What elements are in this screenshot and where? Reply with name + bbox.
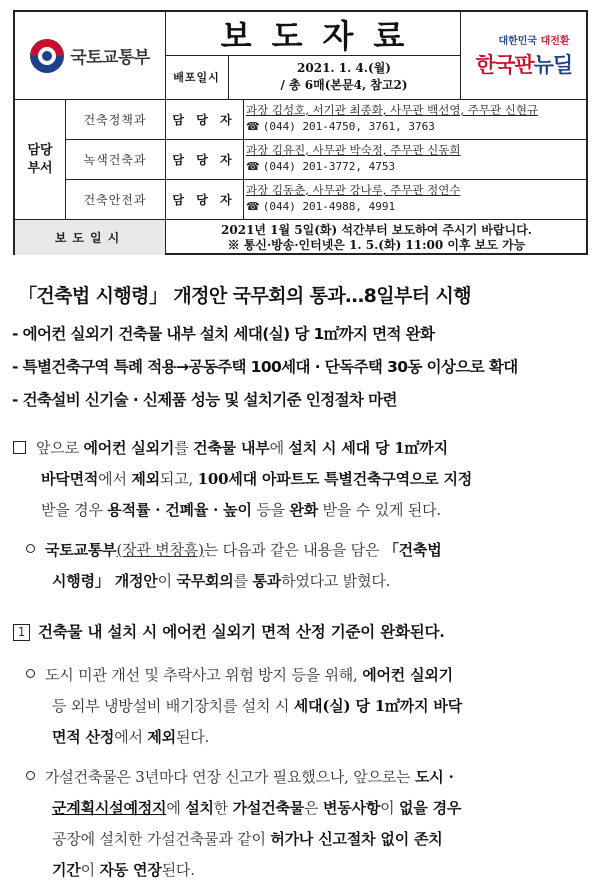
temporary-building-paragraph <box>26 762 588 886</box>
text: 시행령」 개정안 <box>52 572 158 590</box>
people-names: 과장 김유진, 사무관 박숙정, 주무관 신동희 <box>246 143 461 157</box>
text: 면적 산정 <box>52 728 115 746</box>
text: 허가나 신고절차 없이 존치 <box>270 830 443 848</box>
section-title: 건축물 내 설치 시 에어컨 실외기 면적 산정 기준이 완화된다. <box>38 622 445 641</box>
distribution-pages: / 총 6매(본문4, 참고2) <box>280 78 408 92</box>
text: 에 <box>269 439 289 457</box>
contact-people <box>243 99 588 139</box>
dept-name: 녹색건축과 <box>83 152 147 167</box>
distribution-label: 배포일시 <box>173 71 220 84</box>
ministry-logo <box>15 12 165 99</box>
text: 용적률 · 건폐율 · 높이 <box>107 501 252 519</box>
text: 이 <box>157 572 177 590</box>
text: 바닥면적 <box>41 470 99 488</box>
text: 하였다고 밝혔다. <box>281 572 391 590</box>
text: 제외 <box>147 728 176 746</box>
text: 설치 시 세대 당 1㎡까지 <box>288 439 448 457</box>
text: 에서 <box>98 470 132 488</box>
text: 에 <box>166 799 186 817</box>
summary-paragraph <box>13 433 588 526</box>
owner-label: 담 당 자 <box>172 152 236 167</box>
contact-people <box>243 179 588 219</box>
text: 도시 · <box>415 768 454 786</box>
document-title-cell <box>165 12 460 55</box>
section-heading <box>13 616 588 648</box>
press-release-header <box>13 10 588 255</box>
embargo-line-2: ※ 통신·방송·인터넷은 1. 5.(화) 11:00 이후 보도 가능 <box>227 237 526 252</box>
new-deal-main-2: 뉴딜 <box>533 53 573 77</box>
text: 완화 <box>289 501 319 519</box>
distribution-info <box>228 55 460 99</box>
text: 등 외부 냉방설비 배기장치를 설치 시 <box>52 697 294 715</box>
circle-bullet-icon <box>26 771 35 780</box>
text: 이 <box>80 861 100 879</box>
text: (장관 변창흠) <box>116 541 204 559</box>
text: 설치 <box>185 799 214 817</box>
subheadline: - 특별건축구역 특례 적용→공동주택 100세대 · 단독주택 30동 이상으로 확대 <box>12 358 518 376</box>
phone-number: (044) 201-3772, 4753 <box>262 160 396 173</box>
text: 세대(실) 당 1㎡까지 바닥 <box>293 697 462 715</box>
text: 건축물 내부 <box>193 439 270 457</box>
contact-people <box>243 139 588 179</box>
phone-number: (044) 201-4988, 4991 <box>262 200 396 213</box>
text: 에어컨 실외기 <box>362 666 453 684</box>
contact-departments-label <box>15 99 65 220</box>
contact-label-text: 담당 부서 <box>27 142 53 176</box>
text: 국토교통부 <box>45 541 117 559</box>
text: 등을 <box>251 501 290 519</box>
text: 받을 수 있게 된다. <box>318 501 441 519</box>
text: 군계획시설예정지 <box>52 799 167 817</box>
text: 된다. <box>175 728 210 746</box>
text: 제외 <box>131 470 160 488</box>
circle-bullet-icon <box>26 544 35 553</box>
embargo-text <box>165 220 588 255</box>
text: 100세대 아파트도 특별건축구역으로 지정 <box>197 470 473 488</box>
dept-name: 건축정책과 <box>83 112 147 127</box>
text: 도시 미관 개선 및 추락사고 위험 방지 등을 위해, <box>45 666 363 684</box>
people-names: 과장 김동춘, 사무관 강나루, 주무관 정연수 <box>246 183 461 197</box>
text: 되고, <box>159 470 198 488</box>
text: 가설건축물 <box>232 799 305 817</box>
taegeuk-emblem-icon <box>30 39 64 73</box>
aircon-paragraph <box>26 660 588 753</box>
section-number: 1 <box>13 624 30 641</box>
distribution-date: 2021. 1. 4.(월) <box>297 61 391 75</box>
text: 국무회의 <box>176 572 234 590</box>
text: 에어컨 실외기 <box>83 439 175 457</box>
phone-icon: ☎ <box>246 120 260 133</box>
people-names: 과장 김성호, 서기관 최종화, 사무관 백선영, 주무관 신현규 <box>246 103 539 117</box>
dept-name: 건축안전과 <box>83 192 147 207</box>
subheadline: - 에어컨 실외기 건축물 내부 설치 세대(실) 당 1㎡까지 면적 완화 <box>12 325 435 343</box>
text: 통과 <box>252 572 282 590</box>
embargo-label: 보도일시 <box>15 220 165 255</box>
text: 가설건축물은 3년마다 연장 신고가 필요했으나, 앞으로는 <box>45 768 415 786</box>
headline: 「건축법 시행령」 개정안 국무회의 통과…8일부터 시행 <box>18 285 471 307</box>
text: 된다. <box>161 861 195 879</box>
subheadline: - 건축설비 신기술 · 신제품 성능 및 설치기준 인정절차 마련 <box>12 391 397 409</box>
text: 「건축법 <box>383 541 442 559</box>
korean-new-deal-logo <box>460 12 588 99</box>
phone-icon: ☎ <box>246 160 260 173</box>
embargo-line-1: 2021년 1월 5일(화) 석간부터 보도하여 주시기 바랍니다. <box>221 222 532 237</box>
text: 받을 경우 <box>41 501 108 519</box>
new-deal-sub-1: 대한민국 <box>498 36 541 47</box>
phone-number: (044) 201-4750, 3761, 3763 <box>262 120 435 133</box>
text: 없을 경우 <box>398 799 462 817</box>
text: 은 <box>304 799 323 817</box>
text: 앞으로 <box>36 439 84 457</box>
phone-icon: ☎ <box>246 200 260 213</box>
text: 한 <box>213 799 233 817</box>
new-deal-main-1: 한국판 <box>475 53 534 77</box>
owner-label: 담 당 자 <box>172 112 236 127</box>
ministry-name: 국토교통부 <box>70 48 150 68</box>
square-bullet-icon <box>13 441 26 454</box>
text: 는 다음과 같은 내용을 담은 <box>203 541 384 559</box>
text: 자동 연장 <box>99 861 162 879</box>
text: 변동사항 <box>322 799 381 817</box>
owner-label: 담 당 자 <box>172 192 236 207</box>
text: 공장에 설치한 가설건축물과 같이 <box>52 830 271 848</box>
circle-bullet-icon <box>26 669 35 678</box>
text: 이 <box>380 799 399 817</box>
text: 를 <box>174 439 194 457</box>
text: 를 <box>233 572 253 590</box>
ministry-paragraph <box>26 535 588 597</box>
document-title: 보도자료 <box>220 16 425 55</box>
text: 기간 <box>52 861 81 879</box>
text: 에서 <box>114 728 148 746</box>
new-deal-sub-2: 대전환 <box>540 36 570 47</box>
